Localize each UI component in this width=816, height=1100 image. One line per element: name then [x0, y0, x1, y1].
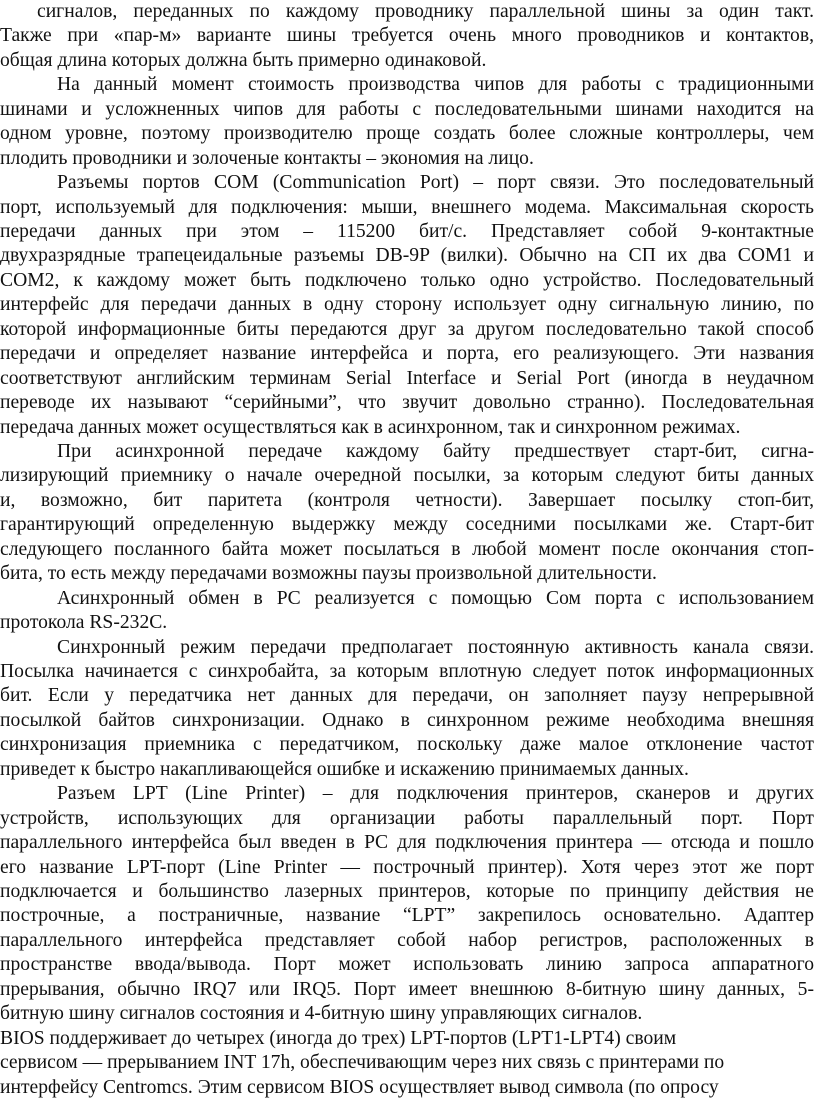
text-line: интерфейс для передачи данных в одну сторону использует одну сигнальную линию, по — [0, 294, 814, 316]
paragraph-start-line: Разъем LPT (Line Printer) – для подключения принтеров, сканеров и других — [57, 783, 814, 805]
text-line: соответствуют английским терминам Serial Interface и Serial Port (иногда в неудачном — [0, 367, 814, 389]
text-line: построчные, а постраничные, название “LPT” закрепилось основательно. Адаптер — [0, 905, 814, 927]
paragraph-start-line: На данный момент стоимость производства чипов для работы с традиционными — [57, 74, 814, 96]
text-line: лизирующий приемнику о начале очередной посылки, за которым следуют биты данных — [0, 465, 814, 487]
text-line: бит. Если у передатчика нет данных для передачи, он заполняет паузу непрерывной — [0, 685, 814, 707]
text-line: прерывания, обычно IRQ7 или IRQ5. Порт имеет внешнюю 8-битную шину данных, 5- — [0, 978, 814, 1000]
paragraph-start-line: При асинхронной передаче каждому байту предшествует старт-бит, сигна- — [57, 441, 814, 462]
text-line: протокола RS-232C. — [0, 612, 168, 634]
text-line: Посылка начинается с синхробайта, за которым вплотную следует поток информационных — [0, 661, 814, 682]
text-line: шинами и усложненных чипов для работы с последовательными шинами находится на — [0, 98, 814, 120]
text-line: плодить проводники и золоченые контакты – экономия на лицо. — [0, 147, 534, 169]
text-line: переводе их называют “серийными”, что звучит довольно странно). Последовательная — [0, 392, 814, 414]
text-line: подключается и большинство лазерных принтеров, которые по принципу действия не — [0, 881, 814, 902]
text-line: передачи и определяет название интерфейса и порта, его реализующего. Эти названия — [0, 343, 814, 365]
text-line: посылкой байтов синхронизации. Однако в синхронном режиме необходима внешняя — [0, 709, 814, 731]
text-line: гарантирующий определенную выдержку между соседними посылками же. Старт-бит — [0, 514, 814, 536]
paragraph-start-line: Разъемы портов COM (Communication Port) – порт связи. Это последовательный — [57, 172, 814, 194]
text-line: двухразрядные трапецеидальные разъемы DB-9P (вилки). Обычно на СП их два COM1 и — [0, 245, 814, 267]
text-line: порт, используемый для подключения: мыши, внешнего модема. Максимальная скорость — [0, 196, 814, 218]
text-line: параллельного интерфейса был введен в PC для подключения принтера — отсюда и пошло — [0, 832, 814, 854]
text-line: BIOS поддерживает до четырех (иногда до трех) LPT-портов (LPT1-LPT4) своим — [0, 1027, 677, 1049]
text-line: параллельного интерфейса представляет собой набор регистров, расположенных в — [0, 929, 814, 951]
text-line: сигналов, переданных по каждому проводнику параллельной шины за один такт. — [37, 1, 814, 22]
text-line: и, возможно, бит паритета (контроля четности). Завершает посылку стоп-бит, — [0, 489, 814, 511]
text-line: передача данных может осуществляться как в асинхронном, так и синхронном режимах. — [0, 416, 741, 438]
text-line: устройств, использующих для организации работы параллельный порт. Порт — [0, 807, 814, 829]
text-line: его название LPT-порт (Line Printer — построчный принтер). Хотя через этот же порт — [0, 856, 814, 878]
text-line: общая длина которых должна быть примерно одинаковой. — [0, 49, 487, 71]
text-line: COM2, к каждому может быть подключено только одно устройство. Последовательный — [0, 269, 814, 291]
text-line: пространстве ввода/вывода. Порт может использовать линию запроса аппаратного — [0, 954, 814, 976]
text-line: сервисом — прерыванием INT 17h, обеспечивающим через них связь с принтерами по — [0, 1052, 725, 1074]
text-line: синхронизация приемника с передатчиком, поскольку даже малое отклонение частот — [0, 734, 814, 756]
text-line: которой информационные биты передаются друг за другом последовательно такой способ — [0, 318, 814, 340]
text-line: бита, то есть между передачами возможны паузы произвольной длительности. — [0, 563, 657, 585]
paragraph-start-line: Синхронный режим передачи предполагает постоянную активность канала связи. — [57, 636, 814, 658]
text-line: битную шину сигналов состояния и 4-битную шину управляющих сигналов. — [0, 1003, 643, 1025]
text-line: передачи данных при этом – 115200 бит/с. Представляет собой 9-контактные — [0, 221, 814, 242]
text-line: Также при «пар-м» варианте шины требуется очень много проводников и контактов, — [0, 25, 814, 47]
text-line: приведет к быстро накапливающейся ошибке и искажению принимаемых данных. — [0, 758, 689, 780]
paragraph-start-line: Асинхронный обмен в PC реализуется с помощью Сом порта с использованием — [57, 587, 814, 609]
text-line: интерфейсу Centromcs. Этим сервисом BIOS осуществляет вывод символа (по опросу — [0, 1076, 719, 1098]
text-line: следующего посланного байта может посылаться в любой момент после окончания стоп- — [0, 538, 814, 560]
text-line: одном уровне, поэтому производителю проще создать более сложные контроллеры, чем — [0, 123, 814, 145]
